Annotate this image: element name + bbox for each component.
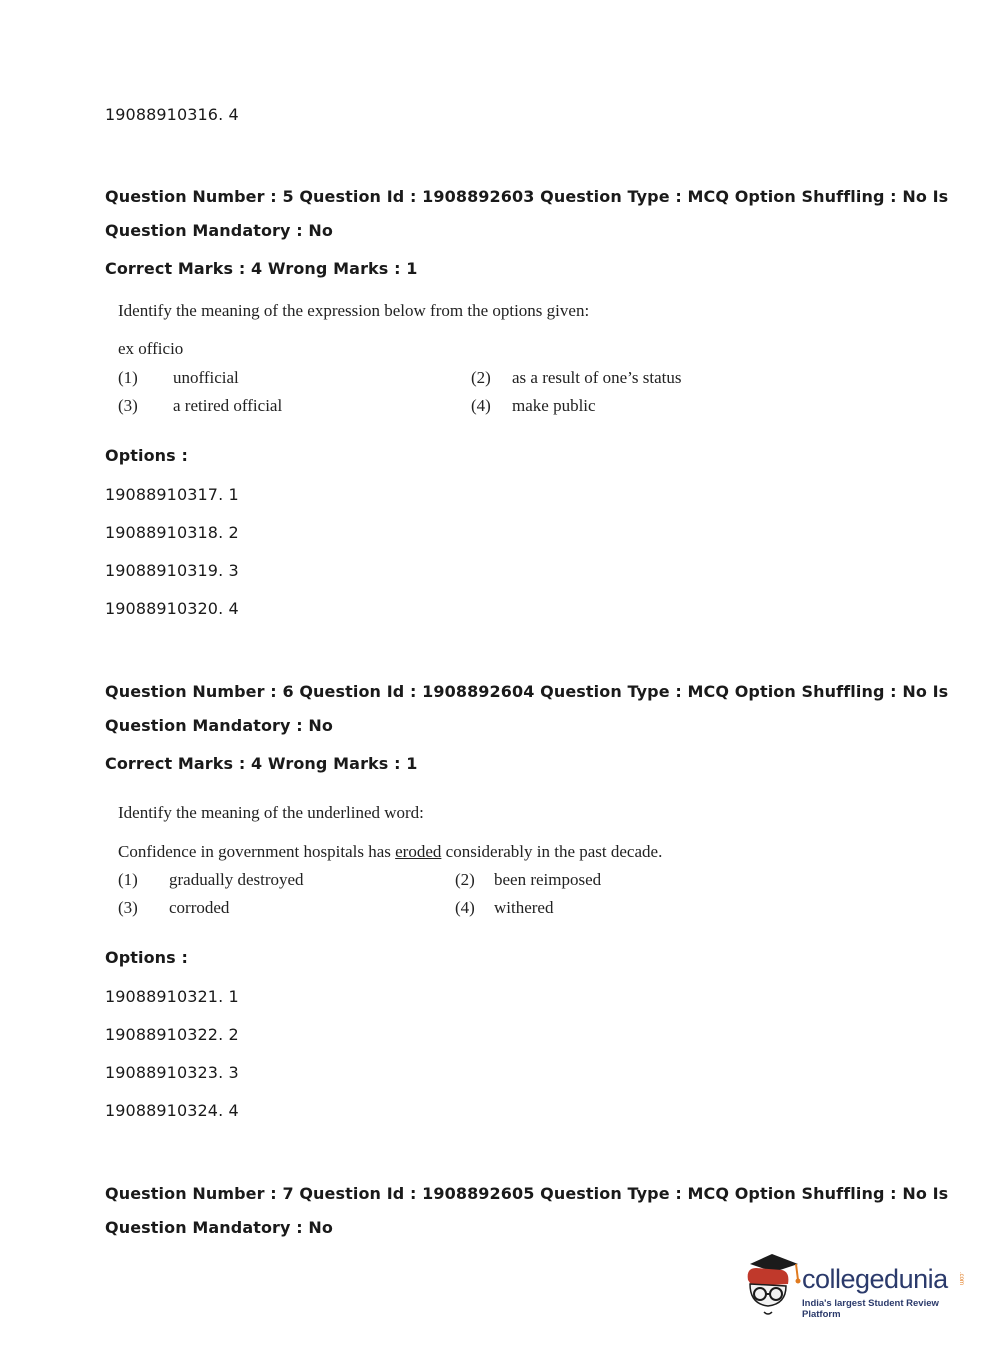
choice-number: (4) bbox=[455, 898, 475, 917]
logo-domain: .com bbox=[958, 1272, 964, 1286]
question-marks: Correct Marks : 4 Wrong Marks : 1 bbox=[105, 754, 418, 773]
question-mandatory: Question Mandatory : No bbox=[105, 1218, 333, 1237]
question-prompt: Identify the meaning of the underlined word: bbox=[118, 803, 424, 822]
question-header: Question Number : 6 Question Id : 1908892604 Question Type : MCQ Option Shuffling : No Is bbox=[105, 682, 949, 701]
logo-tagline: India's largest Student Review Platform bbox=[802, 1298, 939, 1320]
question-marks: Correct Marks : 4 Wrong Marks : 1 bbox=[105, 259, 418, 278]
question-mandatory: Question Mandatory : No bbox=[105, 716, 333, 735]
logo-wordmark: collegedunia bbox=[802, 1264, 948, 1294]
sentence-text: considerably in the past decade. bbox=[441, 842, 663, 861]
choice-number: (1) bbox=[118, 870, 138, 889]
option-item: 19088910323. 3 bbox=[105, 1063, 239, 1082]
option-item: 19088910320. 4 bbox=[105, 599, 239, 618]
choice-number: (4) bbox=[471, 396, 491, 415]
options-label: Options : bbox=[105, 446, 188, 465]
collegedunia-logo bbox=[742, 1250, 972, 1320]
sentence-text: Confidence in government hospitals has bbox=[118, 842, 396, 861]
option-item: 19088910322. 2 bbox=[105, 1025, 239, 1044]
choice-text: been reimposed bbox=[494, 870, 602, 889]
option-item: 19088910324. 4 bbox=[105, 1101, 239, 1120]
question-expression: ex officio bbox=[118, 339, 184, 358]
choice-number: (2) bbox=[455, 870, 475, 889]
choice-text: unofficial bbox=[173, 368, 239, 387]
underlined-word: eroded bbox=[395, 842, 442, 861]
question-prompt: Identify the meaning of the expression below from the options given: bbox=[118, 301, 590, 320]
choice-text: as a result of one’s status bbox=[512, 368, 682, 387]
option-item: 19088910321. 1 bbox=[105, 987, 239, 1006]
question-header: Question Number : 7 Question Id : 1908892605 Question Type : MCQ Option Shuffling : No Is bbox=[105, 1184, 949, 1203]
option-item: 19088910317. 1 bbox=[105, 485, 239, 504]
choice-text: a retired official bbox=[173, 396, 283, 415]
question-sentence bbox=[118, 842, 662, 862]
option-item: 19088910318. 2 bbox=[105, 523, 239, 542]
choice-number: (3) bbox=[118, 898, 138, 917]
question-mandatory: Question Mandatory : No bbox=[105, 221, 333, 240]
options-label: Options : bbox=[105, 948, 188, 967]
mascot-icon bbox=[742, 1250, 802, 1320]
choice-text: withered bbox=[494, 898, 554, 917]
choice-text: gradually destroyed bbox=[169, 870, 304, 889]
choice-number: (1) bbox=[118, 368, 138, 387]
choice-number: (3) bbox=[118, 396, 138, 415]
option-item: 19088910319. 3 bbox=[105, 561, 239, 580]
choice-text: make public bbox=[512, 396, 596, 415]
choice-number: (2) bbox=[471, 368, 491, 387]
question-header: Question Number : 5 Question Id : 1908892603 Question Type : MCQ Option Shuffling : No Is bbox=[105, 187, 949, 206]
option-item: 19088910316. 4 bbox=[105, 105, 239, 124]
choice-text: corroded bbox=[169, 898, 230, 917]
